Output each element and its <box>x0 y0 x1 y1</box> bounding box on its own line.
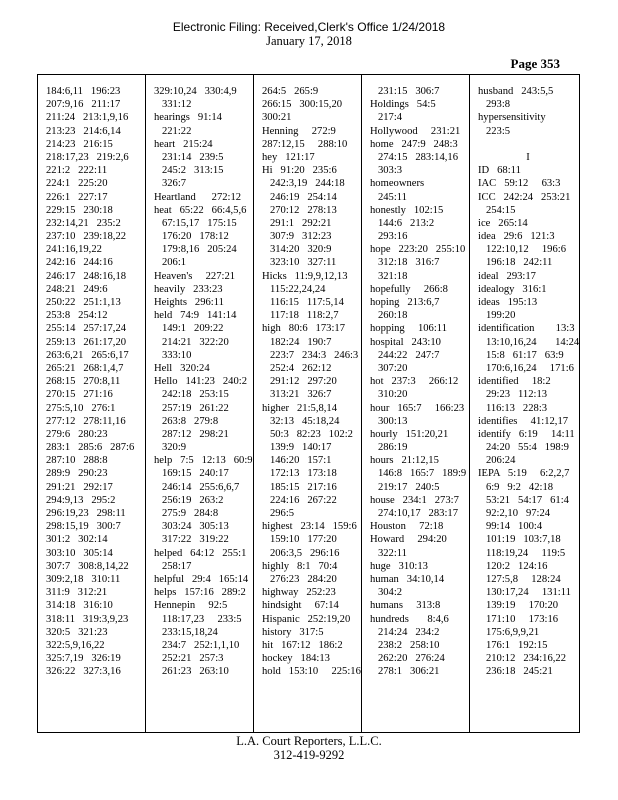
index-entry: 279:6 280:23 <box>46 428 108 440</box>
index-entry: 237:10 239:18,22 <box>46 231 127 243</box>
index-entry: 317:22 319:22 <box>154 534 229 546</box>
index-entry: help 7:5 12:13 60:9 <box>154 455 253 467</box>
index-entry: 329:10,24 330:4,9 <box>154 86 237 97</box>
index-entry: 221:22 <box>154 125 192 137</box>
index-entry: 287:12,15 288:10 <box>262 138 348 150</box>
index-entry: 171:10 173:16 <box>478 613 559 625</box>
index-entry: 312:18 316:7 <box>370 257 440 269</box>
index-entry: huge 310:13 <box>370 560 428 572</box>
index-entry: 325:7,19 326:19 <box>46 653 121 665</box>
index-entry: 296:19,23 298:11 <box>46 508 126 519</box>
index-entry: 221:2 222:11 <box>46 165 108 177</box>
index-entry: 250:22 251:1,13 <box>46 297 121 308</box>
index-entry: 207:9,16 211:17 <box>46 99 121 111</box>
index-entry: 263:8 279:8 <box>154 415 219 427</box>
index-entry: 210:12 234:16,22 <box>478 653 566 665</box>
index-entry: 211:24 213:1,9,16 <box>46 112 129 124</box>
index-entry: 320:9 <box>154 442 187 454</box>
index-entry: 289:9 290:23 <box>46 468 108 480</box>
index-entry: ICC 242:24 253:21 <box>478 191 571 203</box>
index-entry: 322:5,9,16,22 <box>46 639 105 651</box>
index-entry: 185:15 217:16 <box>262 481 337 493</box>
index-entry: 256:19 263:2 <box>154 494 224 506</box>
index-entry: 245:2 313:15 <box>154 165 224 177</box>
index-entry: 223:5 <box>478 125 511 137</box>
index-entry: 29:23 112:13 <box>478 389 548 401</box>
index-entry: Houston 72:18 <box>370 521 444 533</box>
index-entry: higher 21:5,8,14 <box>262 402 338 414</box>
index-entry: hourly 151:20,21 <box>370 428 449 440</box>
index-entry: 323:10 327:11 <box>262 257 337 269</box>
index-entry: 176:20 178:12 <box>154 231 229 243</box>
index-entry: helped 64:12 255:1 <box>154 547 247 559</box>
index-entry: 274:15 283:14,16 <box>370 151 458 163</box>
index-entry: 274:10,17 283:17 <box>370 508 458 519</box>
index-entry: 333:10 <box>154 349 192 361</box>
index-entry: 320:5 321:23 <box>46 626 108 638</box>
index-entry: 127:5,8 128:24 <box>478 573 561 585</box>
index-entry: idea 29:6 121:3 <box>478 231 555 243</box>
index-entry: 170:6,16,24 171:6 <box>478 362 574 374</box>
index-entry: IAC 59:12 63:3 <box>478 178 561 190</box>
index-entry: 318:11 319:3,9,23 <box>46 613 129 625</box>
index-entry: 199:20 <box>478 310 516 322</box>
index-entry: Howard 294:20 <box>370 534 447 546</box>
index-entry: ID 68:11 <box>478 165 521 177</box>
index-entry: identified 18:2 <box>478 376 551 388</box>
index-entry: hour 165:7 166:23 <box>370 402 465 414</box>
index-entry: 242:16 244:16 <box>46 257 113 269</box>
index-entry: Hell 320:24 <box>154 362 210 374</box>
index-entry: 310:20 <box>370 389 408 401</box>
index-entry: 233:15,18,24 <box>154 626 218 638</box>
index-entry: 275:5,10 276:1 <box>46 402 116 414</box>
index-entry: held 74:9 141:14 <box>154 310 237 322</box>
index-entry: helpful 29:4 165:14 <box>154 573 249 585</box>
index-entry: 253:8 254:12 <box>46 310 108 322</box>
index-entry: 298:15,19 300:7 <box>46 521 121 533</box>
index-entry: 115:22,24,24 <box>262 283 326 295</box>
index-entry: 32:13 45:18,24 <box>262 415 340 427</box>
index-entry: Hicks 11:9,9,12,13 <box>262 270 348 282</box>
index-entry: 206:1 <box>154 257 187 269</box>
index-entry: 270:15 271:16 <box>46 389 113 401</box>
index-column-3 <box>253 75 361 732</box>
index-entry: idealogy 316:1 <box>478 283 547 295</box>
index-entry <box>478 138 578 151</box>
index-entry: 24:20 55:4 198:9 <box>478 442 569 454</box>
index-entry: identifies 41:12,17 <box>478 415 569 427</box>
page-number: Page 353 <box>510 56 560 71</box>
index-entry: hundreds 8:4,6 <box>370 613 449 625</box>
index-entry: 246:17 248:16,18 <box>46 270 127 282</box>
index-entry: 13:10,16,24 14:24 <box>478 336 580 348</box>
index-entry: 223:7 234:3 246:3 <box>262 349 359 361</box>
index-entry: 214:21 322:20 <box>154 336 229 348</box>
index-entry: 67:15,17 175:15 <box>154 217 237 229</box>
index-entry: 139:19 170:20 <box>478 600 559 612</box>
index-entry: 268:15 270:8,11 <box>46 376 121 388</box>
index-column-5 <box>469 75 581 732</box>
filing-date: January 17, 2018 <box>266 34 352 48</box>
index-entry: 307:9 312:23 <box>262 231 332 243</box>
index-entry: hospital 243:10 <box>370 336 441 348</box>
index-entry: 99:14 100:4 <box>478 521 543 533</box>
index-entry: 248:21 249:6 <box>46 283 108 295</box>
index-entry: ideas 195:13 <box>478 297 538 308</box>
index-entry: Holdings 54:5 <box>370 99 436 111</box>
index-entry: 283:1 285:6 287:6 <box>46 442 135 454</box>
index-entry: husband 243:5,5 <box>478 86 554 97</box>
index-entry: helps 157:16 289:2 <box>154 587 246 599</box>
index-entry: highly 8:1 70:4 <box>262 560 338 572</box>
index-entry: ideal 293:17 <box>478 270 536 282</box>
index-entry: identification 13:3 <box>478 323 575 335</box>
index-entry: 238:2 258:10 <box>370 639 440 651</box>
index-entry: 182:24 190:7 <box>262 336 332 348</box>
index-entry: 293:8 <box>478 99 511 111</box>
index-entry: 264:5 265:9 <box>262 86 319 97</box>
index-entry: 226:1 227:17 <box>46 191 108 203</box>
index-entry: 300:13 <box>370 415 408 427</box>
index-entry: Hispanic 252:19,20 <box>262 613 351 625</box>
index-entry: 218:17,23 219:2,6 <box>46 151 129 163</box>
index-entry: 261:23 263:10 <box>154 666 229 678</box>
index-entry: 262:20 276:24 <box>370 653 445 665</box>
index-entry: 270:12 278:13 <box>262 204 337 216</box>
index-entry: 196:18 242:11 <box>478 257 553 269</box>
index-entry: 311:9 312:21 <box>46 587 108 599</box>
index-entry: 260:18 <box>370 310 408 322</box>
index-entry: Hollywood 231:21 <box>370 125 461 137</box>
index-entry: 50:3 82:23 102:2 <box>262 428 353 440</box>
index-entry: 331:12 <box>154 99 192 111</box>
index-entry: 217:4 <box>370 112 403 124</box>
index-entry: 206:3,5 296:16 <box>262 547 340 559</box>
index-entry: 149:1 209:22 <box>154 323 224 335</box>
index-entry: 314:20 320:9 <box>262 244 332 256</box>
index-entry: 146:8 165:7 189:9 <box>370 468 467 480</box>
index-column-1 <box>38 75 145 732</box>
index-entry: 232:14,21 235:2 <box>46 217 121 229</box>
index-entry: honestly 102:15 <box>370 204 444 216</box>
index-entry: 242:3,19 244:18 <box>262 178 345 190</box>
index-entry: 245:11 <box>370 191 407 203</box>
index-entry: 301:2 302:14 <box>46 534 108 546</box>
index-entry: 254:15 <box>478 204 516 216</box>
index-entry: home 247:9 248:3 <box>370 138 458 150</box>
index-entry: 309:2,18 310:11 <box>46 573 121 585</box>
index-entry: 117:18 118:2,7 <box>262 310 339 322</box>
index-entry: identify 6:19 14:11 <box>478 428 575 440</box>
index-entry: 252:21 257:3 <box>154 653 224 665</box>
index-entry: history 317:5 <box>262 626 324 638</box>
index-entry: 286:19 <box>370 442 408 454</box>
index-entry: Heartland 272:12 <box>154 191 242 203</box>
index-entry: 229:15 230:18 <box>46 204 113 216</box>
index-entry: hit 167:12 186:2 <box>262 639 343 651</box>
index-entry: house 234:1 273:7 <box>370 494 459 506</box>
index-entry: 307:20 <box>370 362 408 374</box>
index-entry: 234:7 252:1,1,10 <box>154 639 240 651</box>
index-entry: 304:2 <box>370 587 403 599</box>
index-entry: 255:14 257:17,24 <box>46 323 127 335</box>
index-entry: 120:2 124:16 <box>478 560 548 572</box>
index-entry: 246:14 255:6,6,7 <box>154 481 240 493</box>
index-entry: highest 23:14 159:6 <box>262 521 357 533</box>
index-entry: 139:9 140:17 <box>262 442 332 454</box>
index-entry: 265:21 268:1,4,7 <box>46 362 124 374</box>
index-entry: 294:9,13 295:2 <box>46 494 116 506</box>
index-entry: IEPA 5:19 6:2,2,7 <box>478 468 570 480</box>
index-entry: 224:1 225:20 <box>46 178 108 190</box>
index-box <box>37 74 580 733</box>
index-entry: 291:21 292:17 <box>46 481 113 493</box>
index-entry: 92:2,10 97:24 <box>478 508 551 519</box>
index-entry: 231:14 239:5 <box>154 151 224 163</box>
index-entry: hours 21:12,15 <box>370 455 439 467</box>
index-entry: 116:13 228:3 <box>478 402 548 414</box>
index-entry: 303:10 305:14 <box>46 547 113 559</box>
index-entry: 144:6 213:2 <box>370 217 435 229</box>
index-entry: 184:6,11 196:23 <box>46 86 121 97</box>
index-entry: 314:18 316:10 <box>46 600 113 612</box>
index-entry: 322:11 <box>370 547 407 559</box>
index-entry: 277:12 278:11,16 <box>46 415 126 427</box>
index-entry: hockey 184:13 <box>262 653 330 665</box>
index-entry: 172:13 173:18 <box>262 468 337 480</box>
index-entry: 241:16,19,22 <box>46 244 102 256</box>
index-entry: 206:24 <box>478 455 516 467</box>
index-entry: 146:20 157:1 <box>262 455 332 467</box>
index-entry: 259:13 261:17,20 <box>46 336 127 348</box>
index-entry: hold 153:10 225:16 <box>262 666 361 678</box>
index-entry: 175:6,9,9,21 <box>478 626 540 638</box>
index-entry: human 34:10,14 <box>370 573 445 585</box>
index-entry: 307:7 308:8,14,22 <box>46 560 129 572</box>
index-entry: 6:9 9:2 42:18 <box>478 481 554 493</box>
filing-header <box>0 20 618 48</box>
index-entry: 242:18 253:15 <box>154 389 229 401</box>
index-entry: 300:21 <box>262 112 292 124</box>
index-entry: 287:12 298:21 <box>154 428 229 440</box>
index-entry: hot 237:3 266:12 <box>370 376 459 388</box>
index-entry: 276:23 284:20 <box>262 573 337 585</box>
index-entry: 246:19 254:14 <box>262 191 337 203</box>
index-entry: hoping 213:6,7 <box>370 297 440 308</box>
index-entry: heart 215:24 <box>154 138 213 150</box>
index-entry: 303:24 305:13 <box>154 521 229 533</box>
index-entry: 179:8,16 205:24 <box>154 244 237 256</box>
index-entry: hope 223:20 255:10 <box>370 244 466 256</box>
reporter-phone: 312-419-9292 <box>273 748 345 762</box>
index-entry: 130:17,24 131:11 <box>478 587 571 599</box>
index-entry: 313:21 326:7 <box>262 389 332 401</box>
index-entry: 326:7 <box>154 178 187 190</box>
index-entry: 244:22 247:7 <box>370 349 440 361</box>
index-entry: 231:15 306:7 <box>370 86 440 97</box>
index-entry: Hi 91:20 235:6 <box>262 165 337 177</box>
index-entry: 278:1 306:21 <box>370 666 440 678</box>
index-entry: 257:19 261:22 <box>154 402 229 414</box>
index-entry: 266:15 300:15,20 <box>262 99 343 111</box>
index-column-4 <box>361 75 469 732</box>
index-entry: 15:8 61:17 63:9 <box>478 349 564 361</box>
index-entry: Heaven's 227:21 <box>154 270 236 282</box>
index-entry: 169:15 240:17 <box>154 468 229 480</box>
index-entry: 176:1 192:15 <box>478 639 548 651</box>
index-entry: 159:10 177:20 <box>262 534 337 546</box>
index-entry: 118:17,23 233:5 <box>154 613 242 625</box>
index-entry: 252:4 262:12 <box>262 362 332 374</box>
index-entry: 122:10,12 196:6 <box>478 244 566 256</box>
index-entry: Hennepin 92:5 <box>154 600 228 612</box>
index-entry: 224:16 267:22 <box>262 494 337 506</box>
index-entry: hypersensitivity <box>478 112 546 124</box>
index-entry: 291:1 292:21 <box>262 217 332 229</box>
index-entry: 53:21 54:17 61:4 <box>478 494 569 506</box>
index-entry: heavily 233:23 <box>154 283 223 295</box>
index-entry: 326:22 327:3,16 <box>46 666 121 678</box>
index-entry: Henning 272:9 <box>262 125 336 137</box>
index-entry: 296:5 <box>262 508 295 519</box>
reporter-name: L.A. Court Reporters, L.L.C. <box>236 734 382 748</box>
index-entry: 213:23 214:6,14 <box>46 125 121 137</box>
index-entry: 291:12 297:20 <box>262 376 337 388</box>
index-entry: 263:6,21 265:6,17 <box>46 349 129 361</box>
index-entry: hearings 91:14 <box>154 112 222 124</box>
index-entry: 214:23 216:15 <box>46 138 113 150</box>
index-entry: 287:10 288:8 <box>46 455 108 467</box>
index-entry: 236:18 245:21 <box>478 666 553 678</box>
index-entry: homeowners <box>370 178 425 190</box>
index-entry: hopefully 266:8 <box>370 283 448 295</box>
index-entry: 258:17 <box>154 560 192 572</box>
filing-stamp: Electronic Filing: Received,Clerk's Office 1/24/2018 <box>172 20 446 34</box>
index-entry: 293:16 <box>370 231 408 243</box>
index-entry: high 80:6 173:17 <box>262 323 345 335</box>
index-entry: humans 313:8 <box>370 600 441 612</box>
index-entry: 118:19,24 119:5 <box>478 547 566 559</box>
index-entry: hindsight 67:14 <box>262 600 339 612</box>
index-entry: 303:3 <box>370 165 403 177</box>
page-footer <box>0 734 618 762</box>
index-entry: ice 265:14 <box>478 217 528 229</box>
index-entry: hopping 106:11 <box>370 323 448 335</box>
index-entry: I <box>526 151 530 163</box>
index-entry: 219:17 240:5 <box>370 481 440 493</box>
index-entry: heat 65:22 66:4,5,6 <box>154 204 247 216</box>
index-entry: Heights 296:11 <box>154 297 224 308</box>
index-entry: 321:18 <box>370 270 408 282</box>
index-column-2 <box>145 75 253 732</box>
index-entry: 214:24 234:2 <box>370 626 440 638</box>
index-entry: Hello 141:23 240:2 <box>154 376 247 388</box>
index-entry: 116:15 117:5,14 <box>262 297 344 308</box>
index-entry: 275:9 284:8 <box>154 508 219 519</box>
index-entry: 101:19 103:7,18 <box>478 534 561 546</box>
index-entry: highway 252:23 <box>262 587 336 599</box>
index-entry: hey 121:17 <box>262 151 315 163</box>
